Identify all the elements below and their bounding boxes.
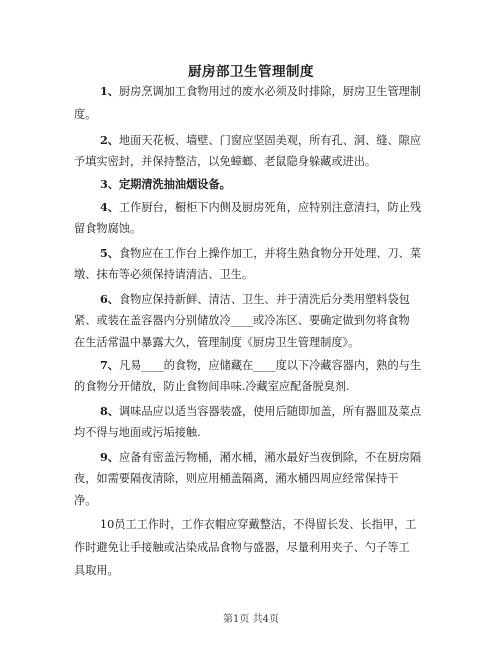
item-number: 6、 bbox=[100, 292, 119, 306]
item-text: 地面天花板、墙壁、门窗应坚固美观，所有孔、洞、缝、隙应 bbox=[118, 134, 422, 147]
item-text: 夜，如需要隔夜清除，则应用桶盖隔离，潲水桶四周应经常保持干 bbox=[74, 472, 399, 485]
list-item-line bbox=[100, 450, 421, 465]
item-number: 9、 bbox=[100, 450, 119, 464]
list-item-line bbox=[74, 155, 376, 169]
item-text: 留食物腐蚀。 bbox=[74, 222, 142, 235]
item-number: 3、 bbox=[100, 177, 119, 191]
list-item-line bbox=[74, 222, 141, 236]
list-item-line bbox=[74, 541, 410, 555]
item-text: 应备有密盖污物桶，潲水桶，潲水最好当夜倒除，不在厨房隔 bbox=[118, 451, 422, 464]
item-number: 8、 bbox=[100, 404, 119, 418]
page-title: 厨房部卫生管理制度 bbox=[188, 64, 314, 80]
item-text: 予填实密封，并保持整洁，以免蟑螂、老鼠隐身躲藏或进出。 bbox=[74, 155, 377, 168]
item-number: 5、 bbox=[100, 246, 119, 260]
list-item-line bbox=[74, 108, 96, 122]
item-text: 工作厨台，橱柜下内侧及厨房死角，应特别注意清扫，防止残 bbox=[118, 201, 422, 214]
item-text: 度。 bbox=[74, 108, 97, 121]
page-footer: 第1页 共4页 bbox=[223, 614, 279, 625]
list-item-line bbox=[100, 200, 421, 215]
list-item-line bbox=[74, 336, 359, 350]
list-item-line bbox=[100, 292, 410, 307]
item-text: 定期清洗抽油烟设备。 bbox=[118, 177, 231, 191]
item-text: 均不得与地面或污垢接触. bbox=[74, 426, 201, 439]
list-item-line bbox=[74, 426, 201, 440]
item-text: 食物应保持新鲜、清洁、卫生、并于清洗后分类用塑料袋包 bbox=[118, 293, 410, 306]
item-number: 10 bbox=[100, 518, 115, 531]
item-text: 墩、抹布等必须保持请清洁、卫生。 bbox=[74, 268, 254, 281]
item-text: 食物应在工作台上操作加工，并将生熟食物分开处理、刀、菜 bbox=[118, 247, 422, 260]
list-item-line bbox=[74, 494, 96, 508]
item-text: 的食物分开储放，防止食物间串味.冷藏室应配备脱臭剂. bbox=[74, 380, 350, 393]
item-text: 作时避免让手接触或沾染成品食物与盛器，尽量利用夹子、勺子等工 bbox=[74, 541, 410, 554]
list-item-line bbox=[100, 177, 231, 191]
list-item-line bbox=[74, 564, 119, 578]
item-text: 具取用。 bbox=[74, 564, 119, 577]
item-number: 4、 bbox=[100, 200, 119, 214]
list-item-line bbox=[100, 246, 421, 261]
list-item-line bbox=[100, 84, 421, 99]
list-item-line bbox=[74, 268, 253, 282]
list-item-line bbox=[74, 472, 398, 486]
list-item-line bbox=[100, 404, 421, 419]
item-text: 凡易____的食物，应储藏在____度以下冷藏容器内，熟的与生 bbox=[118, 359, 422, 372]
list-item-line bbox=[100, 518, 416, 532]
item-number: 2、 bbox=[100, 133, 119, 147]
item-text: 净。 bbox=[74, 494, 97, 507]
item-text: 员工工作时，工作衣帽应穿戴整洁，不得留长发、长指甲，工 bbox=[114, 518, 417, 531]
item-text: 调味品应以适当容器装盛，使用后随即加盖，所有器皿及菜点 bbox=[118, 405, 422, 418]
item-text: 厨房烹调加工食物用过的废水必须及时排除，厨房卫生管理制 bbox=[118, 85, 422, 98]
item-text: 在生活常温中暴露大久，管理制度《厨房卫生管理制度》。 bbox=[74, 336, 360, 349]
item-text: 紧、或装在盖容器内分别储放冷____或冷冻区、要确定做到勿将食物 bbox=[74, 314, 410, 327]
list-item-line bbox=[74, 380, 350, 394]
item-number: 1、 bbox=[100, 84, 119, 98]
list-item-line bbox=[100, 358, 421, 373]
list-item-line bbox=[74, 314, 410, 328]
item-number: 7、 bbox=[100, 358, 119, 372]
list-item-line bbox=[100, 133, 421, 148]
